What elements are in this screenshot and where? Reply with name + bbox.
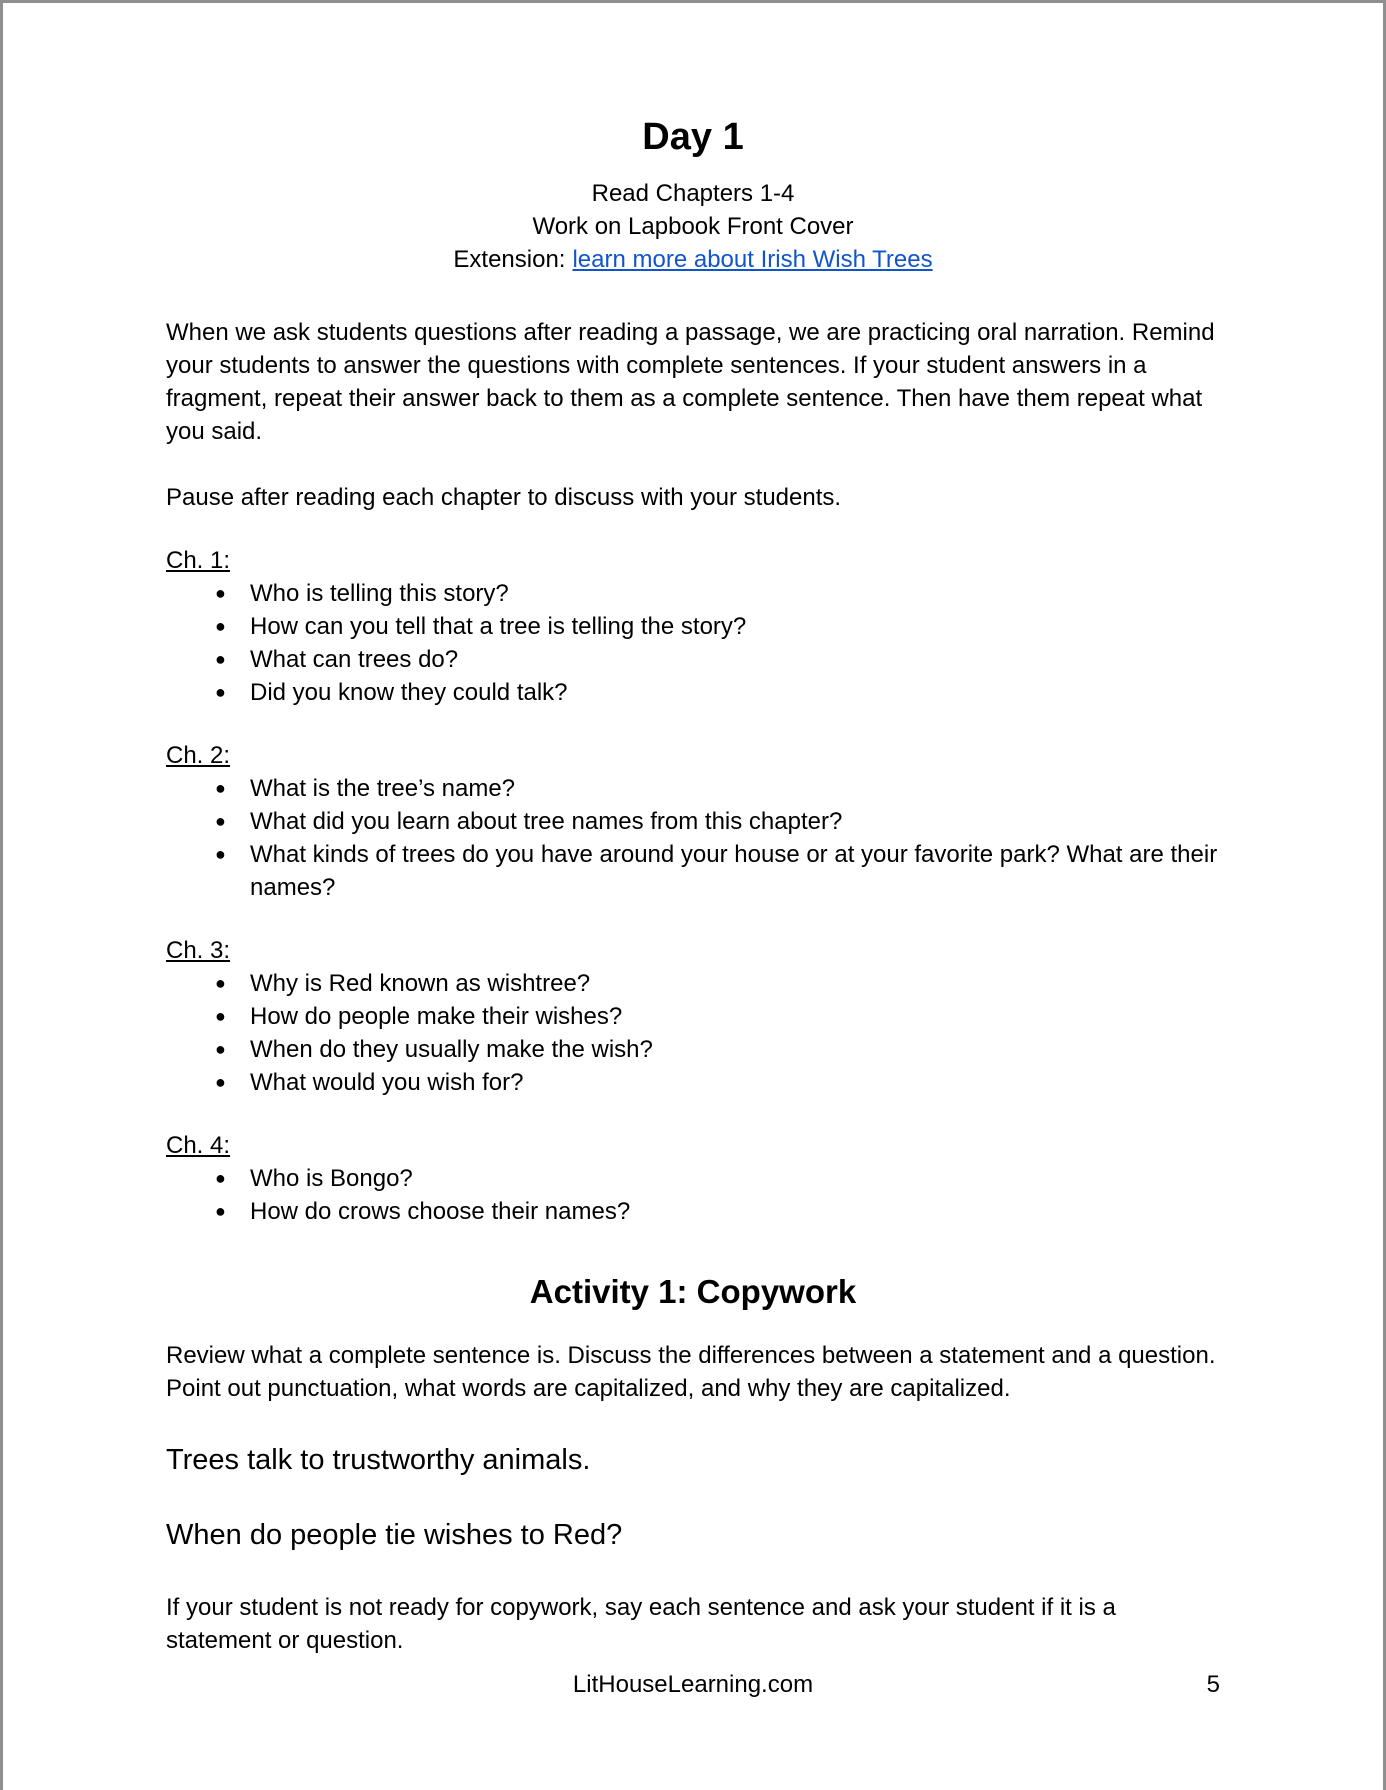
question-text: How do people make their wishes? [250, 1002, 623, 1030]
footer-page-number: 5 [1206, 1671, 1220, 1698]
chapter-2-label: Ch. 2: [166, 741, 231, 769]
copywork-note-paragraph: If your student is not ready for copywork, say each sentence and ask your student if it is a statement or question. [166, 1594, 1116, 1655]
assignment-list [166, 177, 1220, 276]
question-item [166, 1000, 1220, 1033]
chapter-1-section [166, 544, 1220, 709]
question-text: Who is Bongo? [250, 1164, 413, 1192]
question-item [166, 1162, 1220, 1195]
question-item [166, 838, 1220, 904]
bullet-icon: ● [215, 843, 226, 864]
question-item [166, 643, 1220, 676]
bullet-icon: ● [215, 1167, 226, 1188]
question-text: How can you tell that a tree is telling the story? [250, 612, 747, 640]
page-footer [3, 1671, 1383, 1699]
bullet-icon: ● [215, 681, 226, 702]
question-text: Why is Red known as wishtree? [250, 969, 591, 997]
copywork-sentence-statement: Trees talk to trustworthy animals. [166, 1444, 591, 1477]
question-text: What kinds of trees do you have around your house or at your favorite park? What are their names? [250, 840, 1218, 901]
bullet-icon: ● [215, 582, 226, 603]
bullet-icon: ● [215, 648, 226, 669]
activity-heading: Activity 1: Copywork [529, 1272, 857, 1310]
activity-intro-paragraph: Review what a complete sentence is. Discuss the differences between a statement and a question. Point out punctuation, what words are capitalized, and why they are capitalized. [166, 1342, 1216, 1403]
chapter-4-section [166, 1129, 1220, 1228]
chapter-1-label: Ch. 1: [166, 546, 231, 574]
question-item [166, 967, 1220, 1000]
question-item [166, 1033, 1220, 1066]
question-item [166, 610, 1220, 643]
question-item [166, 805, 1220, 838]
question-text: What can trees do? [250, 645, 459, 673]
bullet-icon: ● [215, 1038, 226, 1059]
question-text: When do they usually make the wish? [250, 1035, 653, 1063]
question-text: What did you learn about tree names from this chapter? [250, 807, 843, 835]
question-item [166, 772, 1220, 805]
pause-paragraph: Pause after reading each chapter to discuss with your students. [166, 483, 842, 511]
assignment-line: Work on Lapbook Front Cover [532, 212, 854, 240]
chapter-3-section [166, 934, 1220, 1099]
question-item [166, 1195, 1220, 1228]
page-content [3, 3, 1383, 1657]
bullet-icon: ● [215, 972, 226, 993]
bullet-icon: ● [215, 1200, 226, 1221]
chapter-4-label: Ch. 4: [166, 1131, 231, 1159]
assignment-line: Read Chapters 1-4 [591, 179, 795, 207]
question-text: Did you know they could talk? [250, 678, 568, 706]
chapter-3-label: Ch. 3: [166, 936, 231, 964]
question-text: How do crows choose their names? [250, 1197, 631, 1225]
footer-website: LitHouseLearning.com [572, 1671, 814, 1698]
extension-link[interactable]: learn more about Irish Wish Trees [572, 245, 933, 273]
bullet-icon: ● [215, 1005, 226, 1026]
extension-label: Extension: [453, 245, 566, 273]
question-text: What is the tree’s name? [250, 774, 516, 802]
oral-narration-paragraph: When we ask students questions after reading a passage, we are practicing oral narration. Remind your students to answer the questions with complete sentences. If your student answers in a fragment, repeat their answer back to them as a complete sentence. Then have them repeat what you said. [166, 318, 1215, 445]
bullet-icon: ● [215, 810, 226, 831]
bullet-icon: ● [215, 1071, 226, 1092]
chapter-2-section [166, 739, 1220, 904]
page-title: Day 1 [642, 116, 744, 158]
bullet-icon: ● [215, 777, 226, 798]
question-item [166, 1066, 1220, 1099]
question-text: Who is telling this story? [250, 579, 509, 607]
bullet-icon: ● [215, 615, 226, 636]
copywork-sentence-question: When do people tie wishes to Red? [166, 1519, 623, 1552]
question-item [166, 676, 1220, 709]
extension-line [166, 243, 1220, 276]
question-text: What would you wish for? [250, 1068, 524, 1096]
question-item [166, 577, 1220, 610]
